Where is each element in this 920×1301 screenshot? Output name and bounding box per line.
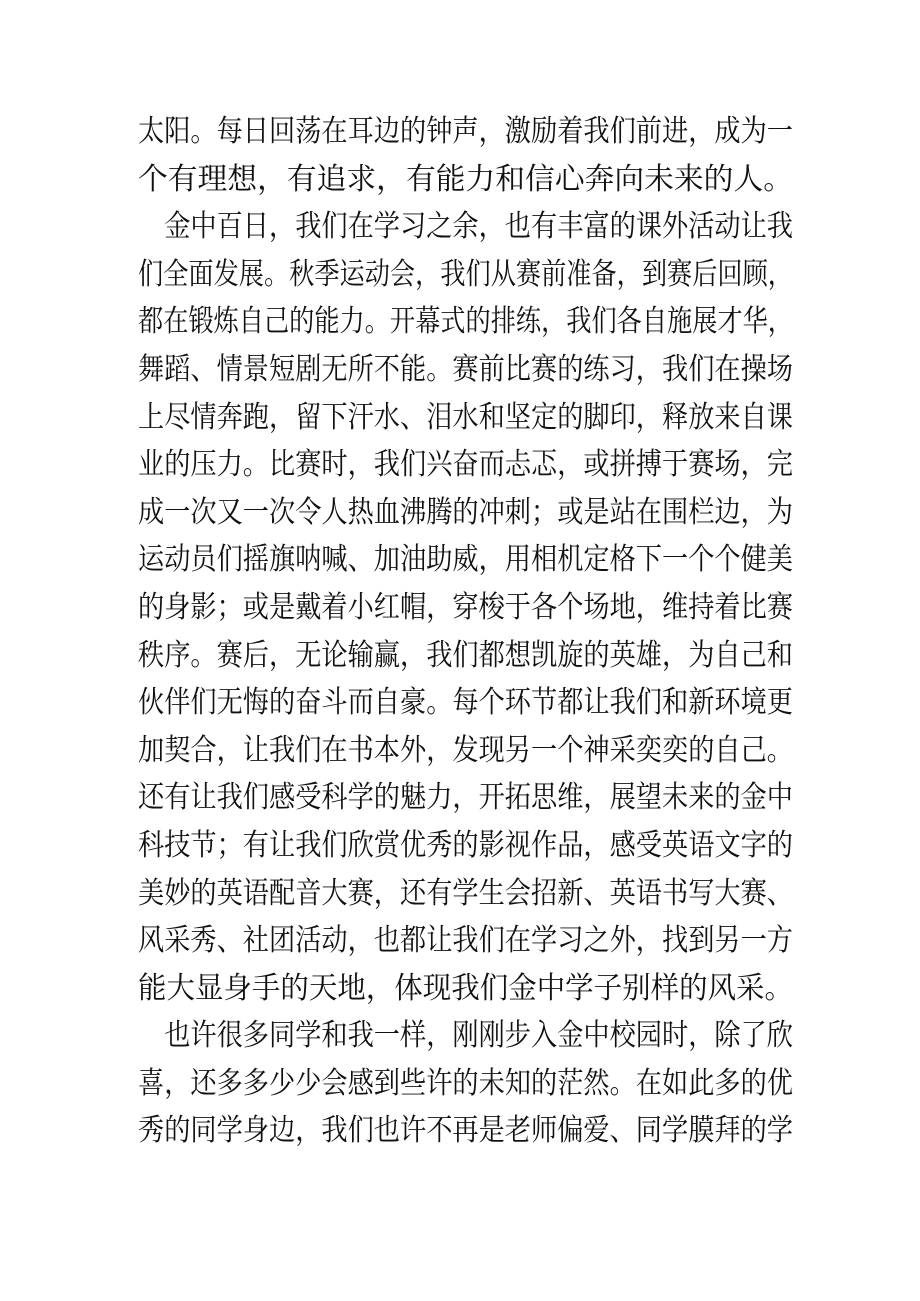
text-line: 伙伴们无悔的奋斗而自豪。每个环节都让我们和新环境更 — [138, 685, 793, 721]
text-line: 也许很多同学和我一样，刚刚步入金中校园时，除了欣 — [138, 1018, 793, 1054]
text-line: 个有理想，有追求，有能力和信心奔向未来的人。 — [138, 161, 793, 197]
text-line: 秩序。赛后，无论输赢，我们都想凯旋的英雄，为自己和 — [138, 637, 793, 673]
text-line: 喜，还多多少少会感到些许的未知的茫然。在如此多的优 — [138, 1065, 793, 1101]
paragraph — [138, 108, 793, 203]
text-line: 上尽情奔跑，留下汗水、泪水和坚定的脚印，释放来自课 — [138, 399, 793, 435]
paragraph — [138, 203, 793, 1012]
paragraph — [138, 1012, 793, 1155]
text-line: 们全面发展。秋季运动会，我们从赛前准备，到赛后回顾， — [138, 256, 793, 292]
text-line: 秀的同学身边，我们也许不再是老师偏爱、同学膜拜的学 — [138, 1113, 793, 1149]
text-line: 舞蹈、情景短剧无所不能。赛前比赛的练习，我们在操场 — [138, 351, 793, 387]
text-line: 成一次又一次令人热血沸腾的冲刺；或是站在围栏边，为 — [138, 494, 793, 530]
text-line: 加契合，让我们在书本外，发现另一个神采奕奕的自己。 — [138, 732, 793, 768]
text-line: 业的压力。比赛时，我们兴奋而忐忑，或拼搏于赛场，完 — [138, 447, 793, 483]
text-line: 美妙的英语配音大赛，还有学生会招新、英语书写大赛、 — [138, 875, 793, 911]
text-line: 金中百日，我们在学习之余，也有丰富的课外活动让我 — [138, 209, 793, 245]
text-line: 风采秀、社团活动，也都让我们在学习之外，找到另一方 — [138, 923, 793, 959]
text-line: 的身影；或是戴着小红帽，穿梭于各个场地，维持着比赛 — [138, 589, 793, 625]
body-text — [138, 108, 793, 1155]
text-line: 都在锻炼自己的能力。开幕式的排练，我们各自施展才华， — [138, 304, 793, 340]
text-line: 运动员们摇旗呐喊、加油助威，用相机定格下一个个健美 — [138, 542, 793, 578]
text-line: 还有让我们感受科学的魅力，开拓思维，展望未来的金中 — [138, 780, 793, 816]
text-line: 能大显身手的天地，体现我们金中学子别样的风采。 — [138, 970, 793, 1006]
text-line: 太阳。每日回荡在耳边的钟声，激励着我们前进，成为一 — [138, 114, 793, 149]
text-line: 科技节；有让我们欣赏优秀的影视作品，感受英语文字的 — [138, 827, 793, 863]
